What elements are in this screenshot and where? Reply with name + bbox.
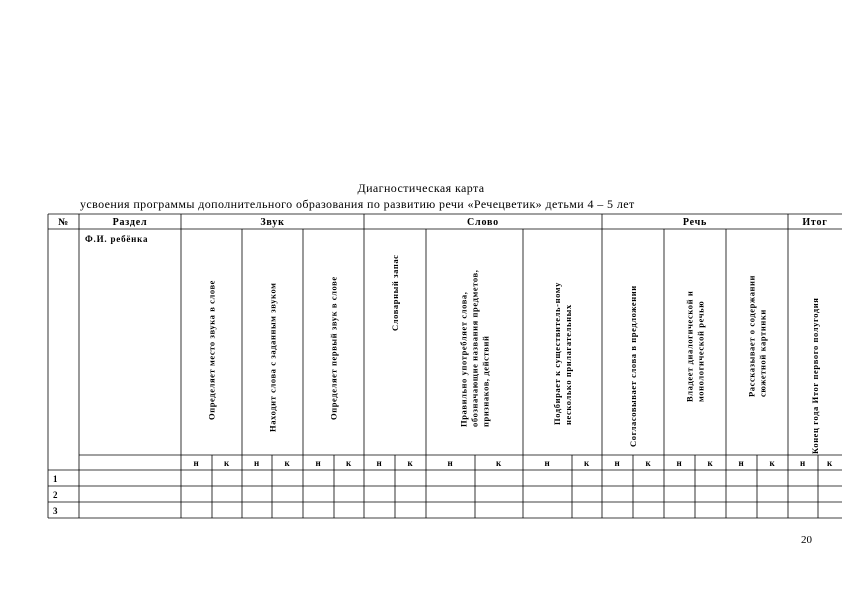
sub-header-end: к <box>407 458 414 468</box>
sub-header-start: н <box>193 458 200 468</box>
row-number: 1 <box>53 474 59 484</box>
criterion-label-5: признаков, действий <box>480 335 491 427</box>
sub-header-end: к <box>346 458 352 468</box>
row-number: 2 <box>53 490 59 500</box>
sub-header-end: к <box>707 458 714 468</box>
column-number-header: № <box>58 217 69 228</box>
row-number: 3 <box>53 506 59 516</box>
criterion-label-4: Словарный запас <box>390 254 400 331</box>
sub-header-start: н <box>800 458 806 468</box>
criterion-label-5: обозначающие названия предметов, <box>469 269 480 427</box>
document-subtitle: усвоения программы дополнительного образования по развитию речи «Речецветик» детьми 4 – 5 лет <box>80 197 635 211</box>
sub-header-end: к <box>769 458 776 468</box>
criterion-label-3: Определяет первый звук в слове <box>328 276 339 420</box>
criterion-label-5: Правильно употребляет слова, <box>458 291 469 427</box>
criterion-label-10: Конец года Итог первого полугодия <box>810 297 820 454</box>
group-header-2: Слово <box>467 217 499 228</box>
sub-header-start: н <box>376 458 383 468</box>
sub-header-start: н <box>738 458 745 468</box>
criterion-label-9: сюжетной картинки <box>757 309 768 397</box>
criterion-label-7: Согласовывает слова в предложении <box>628 285 638 447</box>
document-title: Диагностическая карта <box>357 181 485 195</box>
sub-header-start: н <box>315 458 322 468</box>
group-header-1: Звук <box>260 217 285 228</box>
sub-header-end: к <box>496 458 502 468</box>
sub-header-end: к <box>584 458 590 468</box>
sub-header-start: н <box>544 458 551 468</box>
column-section-header: Раздел <box>112 217 148 228</box>
criterion-label-1: Определяет место звука в слове <box>206 279 217 420</box>
sub-header-start: н <box>447 458 454 468</box>
criterion-label-8: Владеет диалогической и <box>684 290 695 402</box>
criterion-label-6: несколько прилагательных <box>563 304 573 425</box>
criterion-label-9: Рассказывает о содержании <box>746 274 757 397</box>
sub-header-start: н <box>676 458 683 468</box>
sub-header-end: к <box>645 458 652 468</box>
sub-header-start: н <box>614 458 621 468</box>
page-number: 20 <box>801 534 812 546</box>
group-header-4: Итог <box>802 217 828 228</box>
criterion-label-6: Подбирает к существитель-ному <box>552 281 562 425</box>
criterion-label-2: Находит слова с заданным звуком <box>267 282 278 432</box>
group-header-3: Речь <box>682 217 708 228</box>
sub-header-start: н <box>254 458 260 468</box>
sub-header-end: к <box>827 458 833 468</box>
child-name-header: Ф.И. ребёнка <box>85 234 149 244</box>
sub-header-end: к <box>284 458 291 468</box>
criterion-label-8: монологической речью <box>695 300 706 402</box>
sub-header-end: к <box>224 458 230 468</box>
